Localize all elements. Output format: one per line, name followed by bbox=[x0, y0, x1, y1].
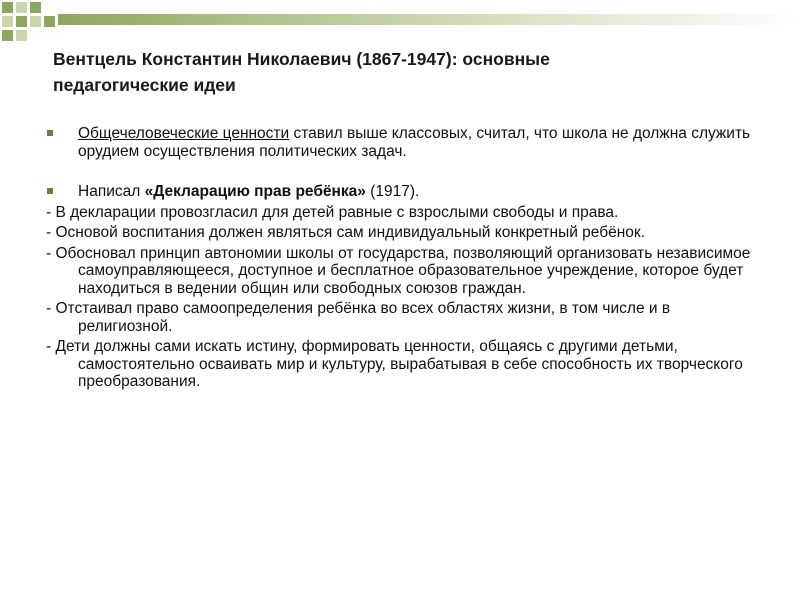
title-line: педагогические идеи bbox=[53, 75, 236, 95]
decor-square bbox=[16, 16, 27, 27]
dash-item: - Отстаивал право самоопределения ребёнка во всех областях жизни, в том числе и в религиозной. bbox=[46, 300, 671, 335]
decor-square bbox=[16, 2, 27, 13]
dash-item: - Основой воспитания должен являться сам индивидуальный конкретный ребёнок. bbox=[46, 224, 646, 241]
decor-square bbox=[44, 16, 55, 27]
slide-title bbox=[53, 46, 753, 98]
bullet-text: (1917). bbox=[365, 183, 420, 200]
dash-item: - В декларации провозгласил для детей равные с взрослыми свободы и права. bbox=[46, 203, 619, 221]
decor-square bbox=[16, 30, 27, 41]
decor-square bbox=[30, 16, 41, 27]
dash-item: - Дети должны сами искать истину, формировать ценности, общаясь с другими детьми, самостоятельно осваивать мир и культуру, вырабатывая в себе способность их творческого преобразования. bbox=[46, 338, 743, 390]
decor-square bbox=[2, 30, 13, 41]
underlined-term: Общечеловеческие ценности bbox=[78, 125, 290, 142]
decor-square bbox=[2, 16, 13, 27]
square-bullet-icon bbox=[47, 188, 53, 194]
title-line: Вентцель Константин Николаевич (1867-1947): основные bbox=[53, 49, 550, 69]
slide-body bbox=[46, 125, 766, 391]
decor-square bbox=[2, 2, 13, 13]
header-gradient-band bbox=[58, 14, 800, 25]
bullet-text: Написал bbox=[78, 183, 145, 200]
bold-term: «Декларацию прав ребёнка» bbox=[144, 183, 366, 200]
dash-item: - Обосновал принцип автономии школы от государства, позволяющий организовать независимое самоуправляющееся, доступное и бесплатное образовательное учреждение, которое будет находиться в ведении общин или свободных союзов граждан. bbox=[46, 244, 751, 297]
bullet-item bbox=[46, 125, 766, 160]
decor-square bbox=[30, 2, 41, 13]
bullet-item bbox=[46, 183, 766, 201]
decorative-header bbox=[0, 0, 800, 36]
bullet-text: ставил выше классовых, считал, что школа не должна служить орудием осуществления политических задач. bbox=[78, 125, 751, 160]
square-bullet-icon bbox=[47, 130, 53, 136]
